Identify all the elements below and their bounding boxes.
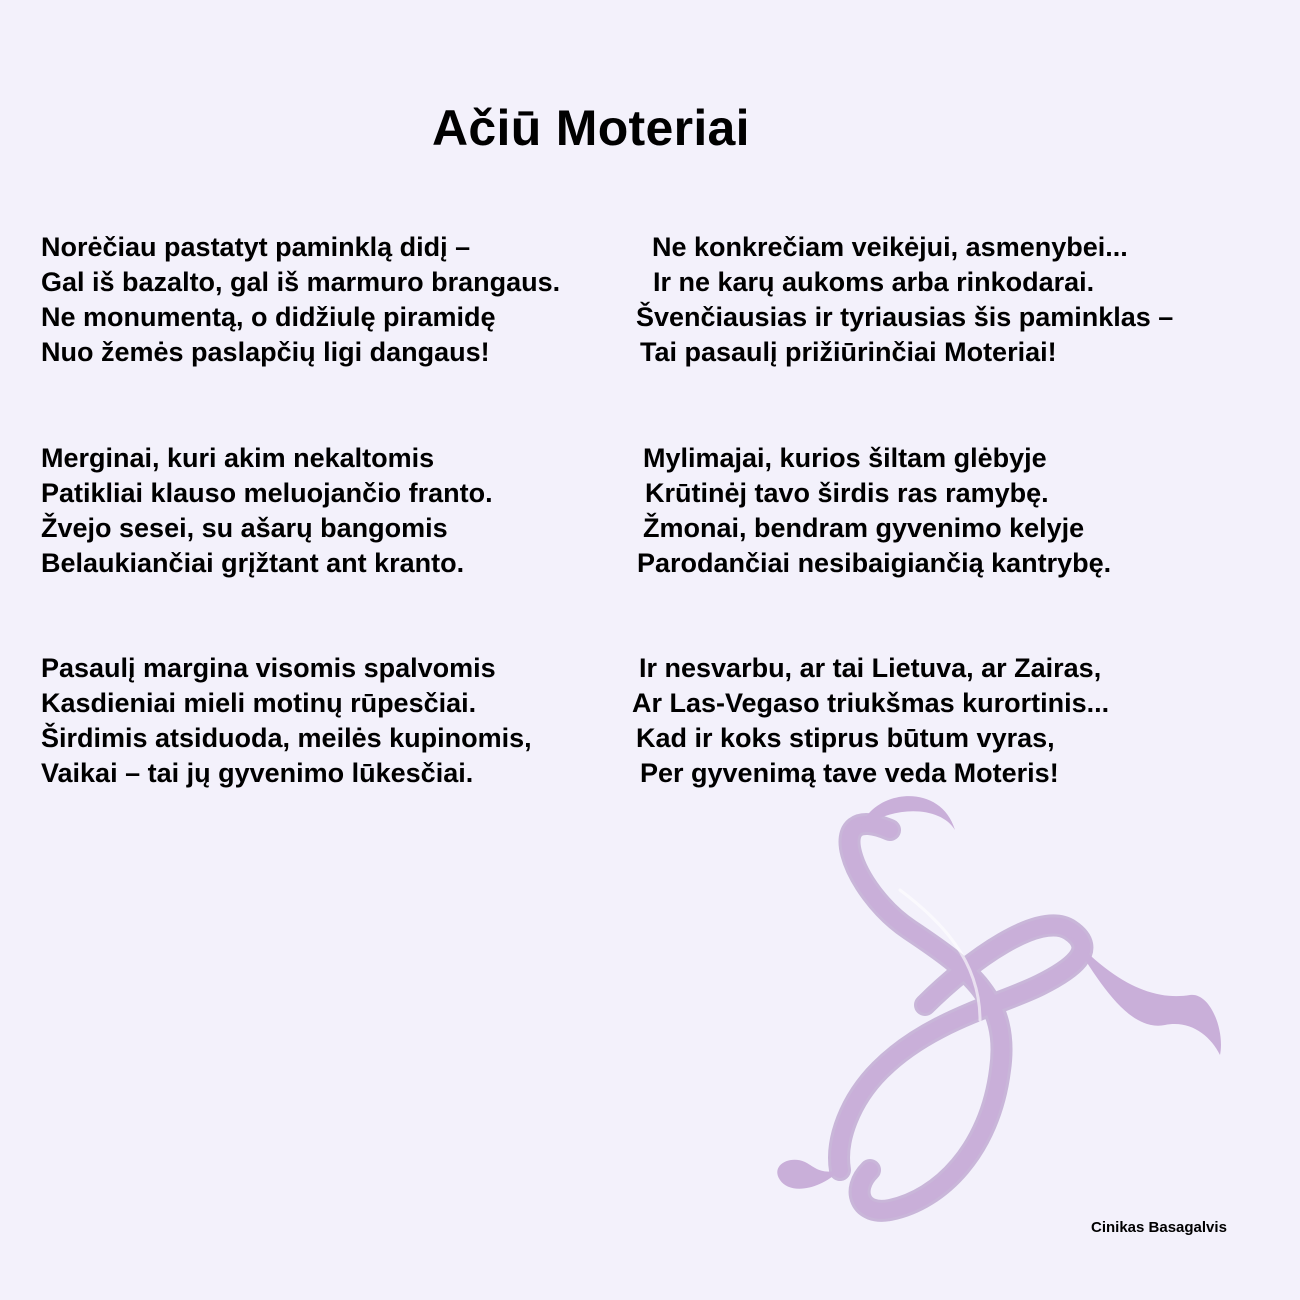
poem-line: Žmonai, bendram gyvenimo kelyje <box>643 513 1085 543</box>
poem-line: Parodančiai nesibaigiančią kantrybę. <box>637 548 1112 578</box>
ribbon-figure-eight-icon <box>740 770 1240 1230</box>
poem-line: Ir ne karų aukoms arba rinkodarai. <box>653 267 1095 297</box>
poem-line: Per gyvenimą tave veda Moteris! <box>640 758 1059 788</box>
poem-line: Patikliai klauso meluojančio franto. <box>41 478 493 508</box>
poem-line: Žvejo sesei, su ašarų bangomis <box>41 513 448 543</box>
poem-title: Ačiū Moteriai <box>432 100 750 156</box>
stanza-right-2 <box>636 441 1111 581</box>
stanza-left-3 <box>41 651 532 791</box>
poem-line: Vaikai – tai jų gyvenimo lūkesčiai. <box>41 758 474 788</box>
poem-line: Gal iš bazalto, gal iš marmuro brangaus. <box>41 267 561 297</box>
poem-line: Ne konkrečiam veikėjui, asmenybei... <box>652 232 1128 262</box>
poem-line: Ar Las-Vegaso triukšmas kurortinis... <box>632 688 1110 718</box>
poem-line: Kasdieniai mieli motinų rūpesčiai. <box>41 688 477 718</box>
poem-line: Norėčiau pastatyt paminklą didį – <box>41 232 471 262</box>
poem-line: Nuo žemės paslapčių ligi dangaus! <box>41 337 490 367</box>
poem-line: Ne monumentą, o didžiulę piramidę <box>41 302 496 332</box>
poem-line: Tai pasaulį prižiūrinčiai Moteriai! <box>640 337 1057 367</box>
poem-line: Krūtinėj tavo širdis ras ramybę. <box>645 478 1049 508</box>
poem-line: Mylimajai, kurios šiltam glėbyje <box>643 443 1047 473</box>
stanza-right-1 <box>636 230 1173 370</box>
stanza-left-2 <box>41 441 493 581</box>
poem-line: Pasaulį margina visomis spalvomis <box>41 653 496 683</box>
poem-line: Belaukiančiai grįžtant ant kranto. <box>41 548 465 578</box>
stanza-left-1 <box>41 230 560 370</box>
poem-line: Kad ir koks stiprus būtum vyras, <box>636 723 1055 753</box>
poem-line: Širdimis atsiduoda, meilės kupinomis, <box>41 723 532 753</box>
poem-line: Švenčiausias ir tyriausias šis paminklas – <box>636 302 1174 332</box>
poem-line: Merginai, kuri akim nekaltomis <box>41 443 435 473</box>
author-signature: Cinikas Basagalvis <box>1091 1219 1227 1236</box>
poem-line: Ir nesvarbu, ar tai Lietuva, ar Zairas, <box>639 653 1102 683</box>
